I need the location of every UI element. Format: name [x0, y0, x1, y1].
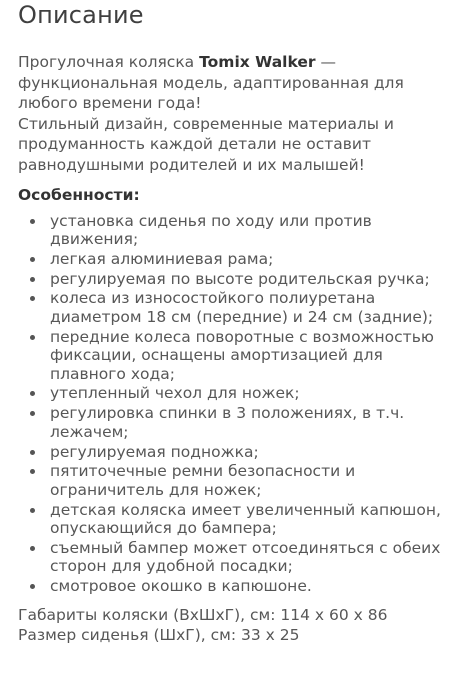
bullet-icon [30, 584, 35, 589]
description-prefix: Прогулочная коляска [18, 53, 200, 71]
bullet-icon [30, 335, 35, 340]
list-item: съемный бампер может отсоединяться с обеих сторон для удобной посадки; [50, 539, 456, 576]
bullet-icon [30, 508, 35, 513]
list-item: регулируемая подножка; [50, 443, 456, 462]
list-item: регулировка спинки в 3 положениях, в т.ч. лежачем; [50, 404, 456, 441]
list-item: утепленный чехол для ножек; [50, 384, 456, 403]
list-item: передние колеса поворотные с возможностью фиксации, оснащены амортизацией для плавного хода; [50, 328, 456, 384]
list-item: детская коляска имеет увеличенный капюшон, опускающийся до бампера; [50, 501, 456, 538]
brand-name: Tomix Walker [199, 53, 316, 71]
list-item: колеса из износостойкого полиуретана диаметром 18 см (передние) и 24 см (задние); [50, 289, 456, 326]
seat-dimensions: Размер сиденья (ШхГ), см: 33 х 25 [18, 625, 300, 644]
description-text [18, 52, 456, 175]
description-suffix: — функциональная модель, адаптированная для любого времени года! [18, 53, 404, 112]
bullet-icon [30, 257, 35, 262]
bullet-icon [30, 296, 35, 301]
list-item: легкая алюминиевая рама; [50, 250, 456, 269]
stroller-dimensions: Габариты коляски (ВхШхГ), см: 114 х 60 х 86 [18, 605, 388, 624]
features-heading: Особенности: [18, 186, 140, 204]
bullet-icon [30, 219, 35, 224]
bullet-icon [30, 277, 35, 282]
bullet-icon [30, 469, 35, 474]
list-item: пятиточечные ремни безопасности и ограничитель для ножек; [50, 462, 456, 499]
bullet-icon [30, 450, 35, 455]
features-list [18, 212, 456, 596]
bullet-icon [30, 391, 35, 396]
bullet-icon [30, 546, 35, 551]
description-line2: Стильный дизайн, современные материалы и продуманность каждой детали не оставит равнодушными родителей и их малышей! [18, 114, 394, 174]
section-title: Описание [18, 1, 144, 29]
list-item: установка сиденья по ходу или против движения; [50, 212, 456, 249]
list-item: регулируемая по высоте родительская ручка; [50, 270, 456, 289]
list-item: смотровое окошко в капюшоне. [50, 577, 456, 596]
bullet-icon [30, 411, 35, 416]
dimensions [18, 605, 456, 645]
